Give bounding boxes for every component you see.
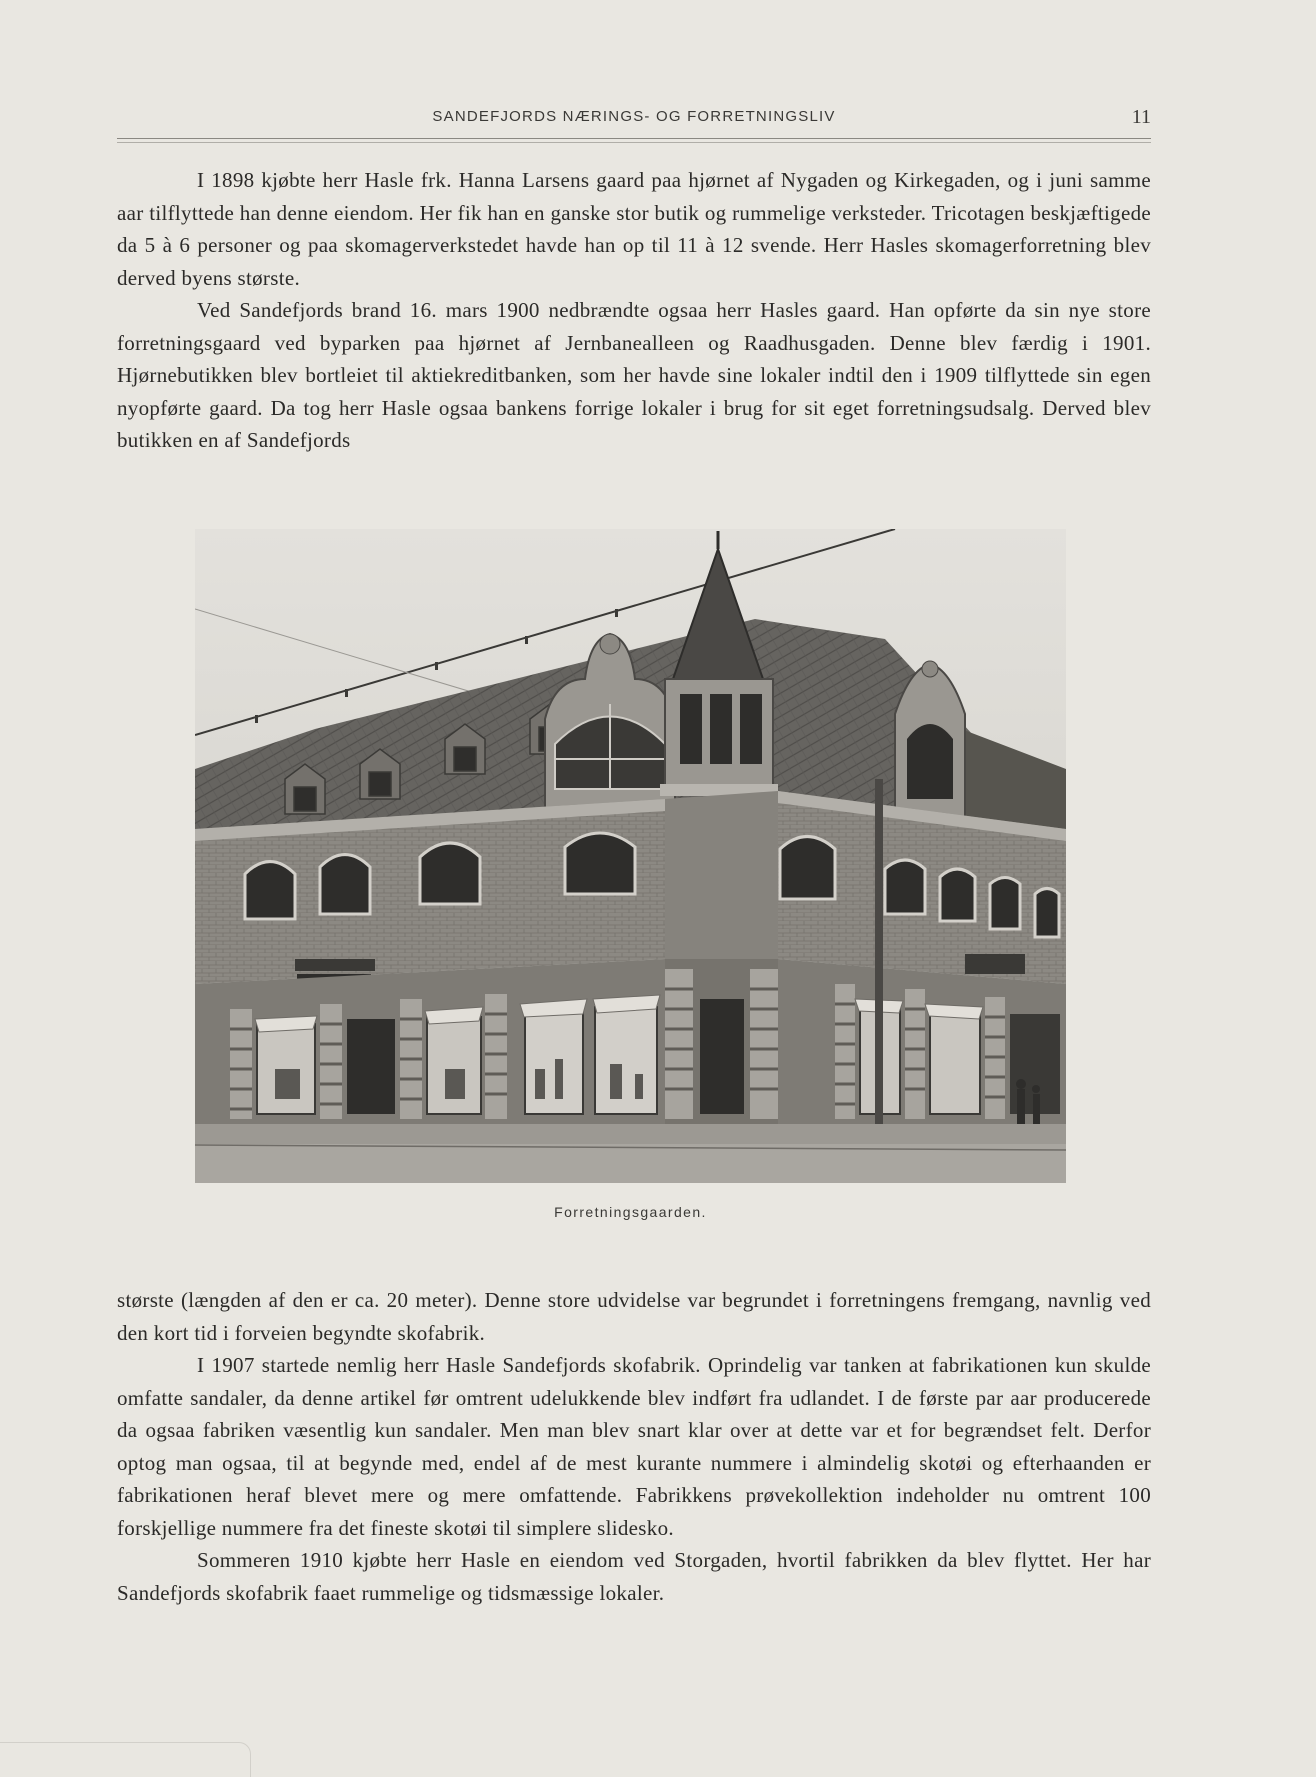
page-corner-mark [0, 1742, 251, 1777]
building-photograph [195, 529, 1066, 1183]
paragraph: Sommeren 1910 kjøbte herr Hasle en eiendom ved Storgaden, hvortil fabrikken da blev flyttet. Her har Sandefjords skofabrik faaet rummelige og tidsmæssige lokaler. [117, 1548, 1151, 1605]
figure-caption: Forretningsgaarden. [554, 1204, 707, 1220]
running-head [117, 104, 1151, 136]
body-text-bottom [117, 1284, 1151, 1609]
header-rule [117, 138, 1151, 139]
paragraph: I 1907 startede nemlig herr Hasle Sandefjords skofabrik. Oprindelig var tanken at fabrikationen kun skulde omfatte sandaler, da denne artikel før omtrent udelukkende blev indført fra udlandet. I de første par aar producerede da ogsaa fabriken væsentlig kun sandaler. Men man blev snart klar over at dette var et for begrændset felt. Derfor optog man ogsaa, til at begynde med, endel af de mest kurante nummere i almindelig skotøi og efterhaanden er fabrikationen heraf blevet mere og mere omfattende. Fabrikkens prøvekollektion indeholder nu omtrent 100 forskjellige nummere fra det fineste skotøi til simplere slidesko. [117, 1353, 1151, 1540]
header-rule-thin [117, 142, 1151, 143]
body-text-top [117, 164, 1151, 457]
page-number: 11 [1131, 106, 1151, 128]
building-illustration [195, 529, 1066, 1183]
utility-pole [875, 779, 883, 1183]
paragraph: største (længden af den er ca. 20 meter). Denne store udvidelse var begrundet i forretningens fremgang, navnlig ved den kort tid i forveien begyndte skofabrik. [117, 1288, 1151, 1345]
paragraph: Ved Sandefjords brand 16. mars 1900 nedbrændte ogsaa herr Hasles gaard. Han opførte da sin nye store forretningsgaard ved byparken paa hjørnet af Jernbanealleen og Raadhusgaden. Denne blev færdig i 1901. Hjørnebutikken blev bortleiet til aktiekreditbanken, som her havde sine lokaler indtil den i 1909 tilflyttede sin egen nyopførte gaard. Da tog herr Hasle ogsaa bankens forrige lokaler i brug for sit eget forretningsudsalg. Derved blev butikken en af Sandefjords [117, 298, 1151, 452]
paragraph: I 1898 kjøbte herr Hasle frk. Hanna Larsens gaard paa hjørnet af Nygaden og Kirkegaden, og i juni samme aar tilflyttede han denne eiendom. Her fik han en ganske stor butik og rummelige verksteder. Tricotagen beskjæftigede da 5 à 6 personer og paa skomagerverkstedet havde han op til 11 à 12 svende. Herr Hasles skomagerforretning blev derved byens største. [117, 168, 1151, 290]
balcony [295, 959, 375, 971]
running-head-title: SANDEFJORDS NÆRINGS- OG FORRETNINGSLIV [432, 108, 836, 125]
